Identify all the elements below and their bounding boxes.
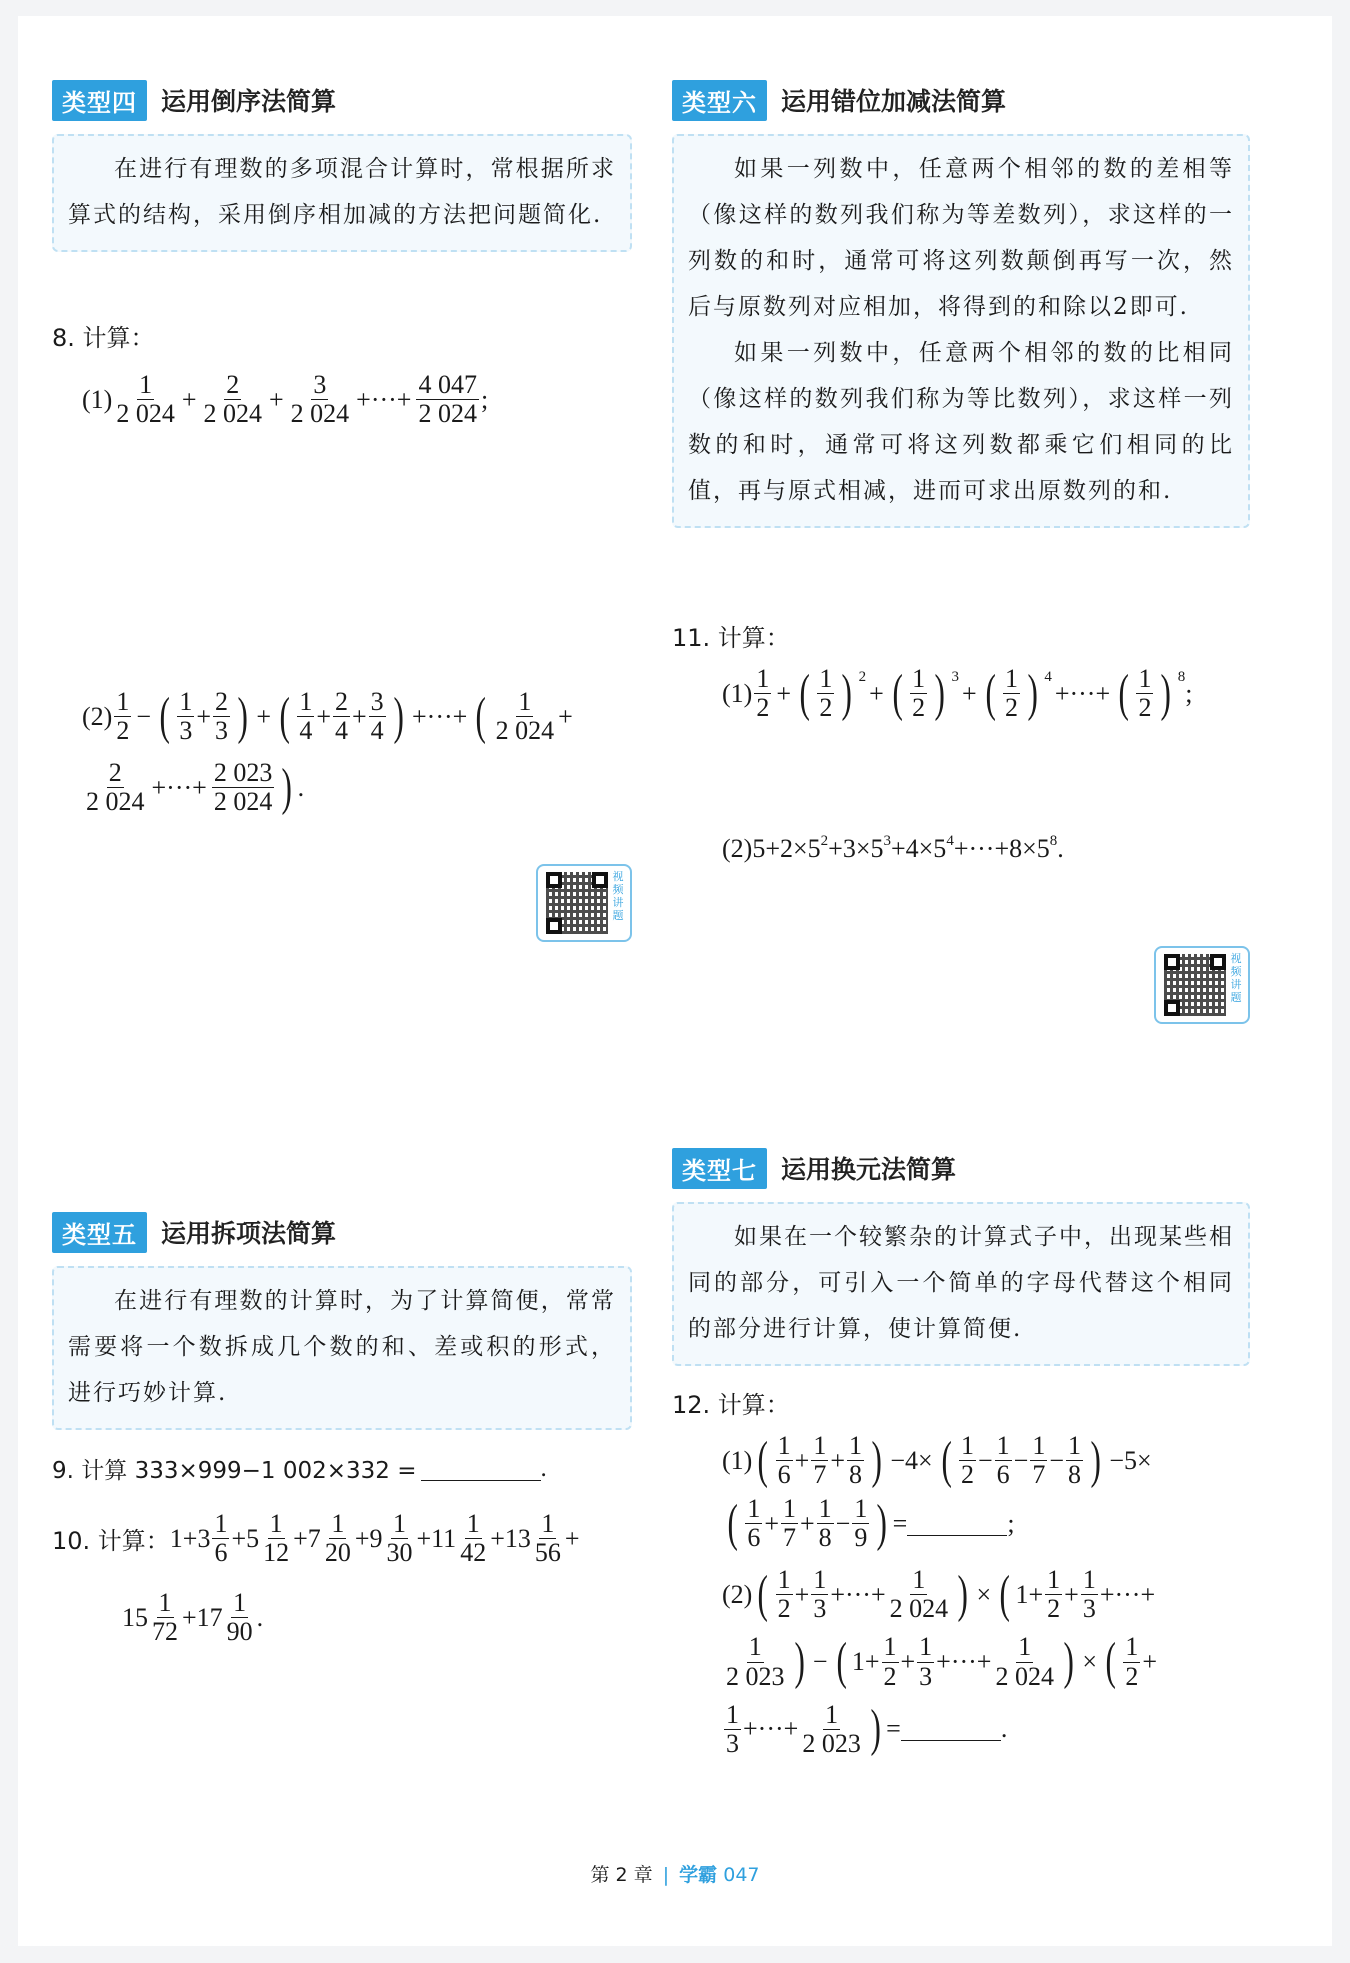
q12-part2-line1: (2) ( $\frac{1}{2}$ + $\frac{1}{3}$ +···+ $\frac{1}{2 024}$ ) × ( 1+ $\frac{1}{2}$ + $\frac{1}{3}$ +···+ [722,1565,1156,1624]
type7-tip-box [672,1202,1250,1366]
type6-tip-box [672,134,1250,528]
type4-tag: 类型四 [52,80,147,121]
type5-tip-text: 在进行有理数的计算时，为了计算简便，常常需要将一个数拆成几个数的和、差或积的形式，进行巧妙计算. [68,1288,616,1406]
qr-side-label: 视频讲题 [1230,952,1242,1004]
q8 [52,318,662,428]
q11-part1: (1) $\frac{1}{2}$ + ( $\frac{1}{2}$ ) 2 + ( $\frac{1}{2}$ ) 3 + ( $\frac{1}{2}$ ) 4 +···+ ( $\frac{1}{2}$ ) 8 ; [722,664,1193,723]
q9-label: 9. 计算 333×999−1 002×332 = [52,1458,417,1484]
qr-corner-icon [592,872,608,888]
q12-part1-line1: (1) ( $\frac{1}{6}$ + $\frac{1}{7}$ + $\frac{1}{8}$ ) −4× ( $\frac{1}{2}$ − $\frac{1}{6}$ − $\frac{1}{7}$ − $\frac{1}{8}$ ) −5× [722,1431,1152,1490]
q12-part2-line3: $\frac{1}{3}$ +···+ $\frac{1}{2 023}$ ) = . [726,1699,1008,1758]
qr-corner-icon [1210,954,1226,970]
q12-part1-answer-blank[interactable] [907,1512,1007,1536]
q9-end: . [540,1454,547,1482]
type4-tip-box [52,134,632,252]
type6-tip-text-1: 如果一列数中，任意两个相邻的数的差相等（像这样的数列我们称为等差数列），求这样的一列数的和时，通常可将这列数颠倒再写一次，然后与原数列对应相加，将得到的和除以2即可. [688,156,1234,320]
qr-code-left[interactable] [536,864,632,942]
qr-corner-icon [1164,954,1180,970]
q12-part2-answer-blank[interactable] [901,1717,1001,1741]
q10: 10. 计算： 1+3 $\frac{1}{6}$ +5 $\frac{1}{12}$ +7 $\frac{1}{20}$ +9 $\frac{1}{30}$ +11 $\frac{1}{42}$ +13 $\frac{1}{56}$ + 15 $\frac{1}{72}$ +17 $\frac{1}{90}$ . [52,1509,580,1647]
q12 [672,1385,1272,1758]
type7-tip-text: 如果在一个较繁杂的计算式子中，出现某些相同的部分，可引入一个简单的字母代替这个相同的部分进行计算，使计算简便. [688,1224,1234,1342]
type4-section [52,80,662,252]
type7-header [672,1148,1272,1188]
type7-title: 运用换元法简算 [781,1155,957,1184]
q9-answer-blank[interactable] [421,1457,541,1481]
qr-side-label: 视频讲题 [612,870,624,922]
qr-corner-icon [546,918,562,934]
q12-part2-line2: $\frac{1}{2 023}$ ) − ( 1+ $\frac{1}{2}$ + $\frac{1}{3}$ +···+ $\frac{1}{2 024}$ ) × ( $\frac{1}{2}$ + [726,1632,1157,1691]
footer-chapter: 第 2 章 [590,1864,653,1886]
type5-section [52,1212,662,1430]
type4-title: 运用倒序法简算 [161,87,337,116]
type6-section [672,80,1272,528]
qr-corner-icon [1164,1000,1180,1016]
type4-header [52,80,662,120]
type7-section [672,1148,1272,1366]
q8-label: 8. 计算： [52,324,155,352]
type7-tag: 类型七 [672,1148,767,1189]
q12-label: 12. 计算： [672,1391,790,1419]
q10-label: 10. 计算： [52,1527,170,1556]
type5-tip-box [52,1266,632,1430]
q8-part1: (1) $\frac{1}{2 024}$ + $\frac{2}{2 024}$ + $\frac{3}{2 024}$ +···+ $\frac{4 047}{2 024}$ ; [82,370,489,429]
footer-brand: 学霸 [679,1864,718,1886]
type6-header [672,80,1272,120]
q11-part2: $(2)5+2\times 5^2+3\times 5^3+4\times 5^4+\cdot\cdot\cdot+8\times 5^8$. [722,833,1064,864]
q12-part1-line2: ( $\frac{1}{6}$ + $\frac{1}{7}$ + $\frac{1}{8}$ − $\frac{1}{9}$ ) = ; [727,1494,1015,1553]
type6-title: 运用错位加减法简算 [781,87,1007,116]
q8-part2: (2) $\frac{1}{2}$ − ( $\frac{1}{3}$ + $\frac{2}{3}$ ) + ( $\frac{1}{4}$ + $\frac{2}{4}$ + $\frac{3}{4}$ ) +···+ ( $\frac{1}{2 024}$ + $\frac{2}{2 024}$ +···+ $\frac{2 023}{2 024}$ ) . [82,687,573,817]
type5-header [52,1212,662,1252]
type5-title: 运用拆项法简算 [161,1219,337,1248]
q9 [52,1452,662,1485]
footer-page-number: 047 [723,1864,760,1886]
type4-tip-text: 在进行有理数的多项混合计算时，常根据所求算式的结构，采用倒序相加减的方法把问题简化. [68,156,616,228]
qr-corner-icon [546,872,562,888]
type6-tip-text-2: 如果一列数中，任意两个相邻的数的比相同（像这样的数列我们称为等比数列），求这样一列数的和时，通常可将这列数都乘它们相同的比值，再与原式相减，进而可求出原数列的和. [688,340,1234,504]
type5-tag: 类型五 [52,1212,147,1253]
page-footer [0,1860,1350,1887]
q11 [672,618,1272,864]
type6-tag: 类型六 [672,80,767,121]
q11-label: 11. 计算： [672,624,790,652]
footer-separator: | [662,1864,670,1886]
qr-code-right[interactable] [1154,946,1250,1024]
